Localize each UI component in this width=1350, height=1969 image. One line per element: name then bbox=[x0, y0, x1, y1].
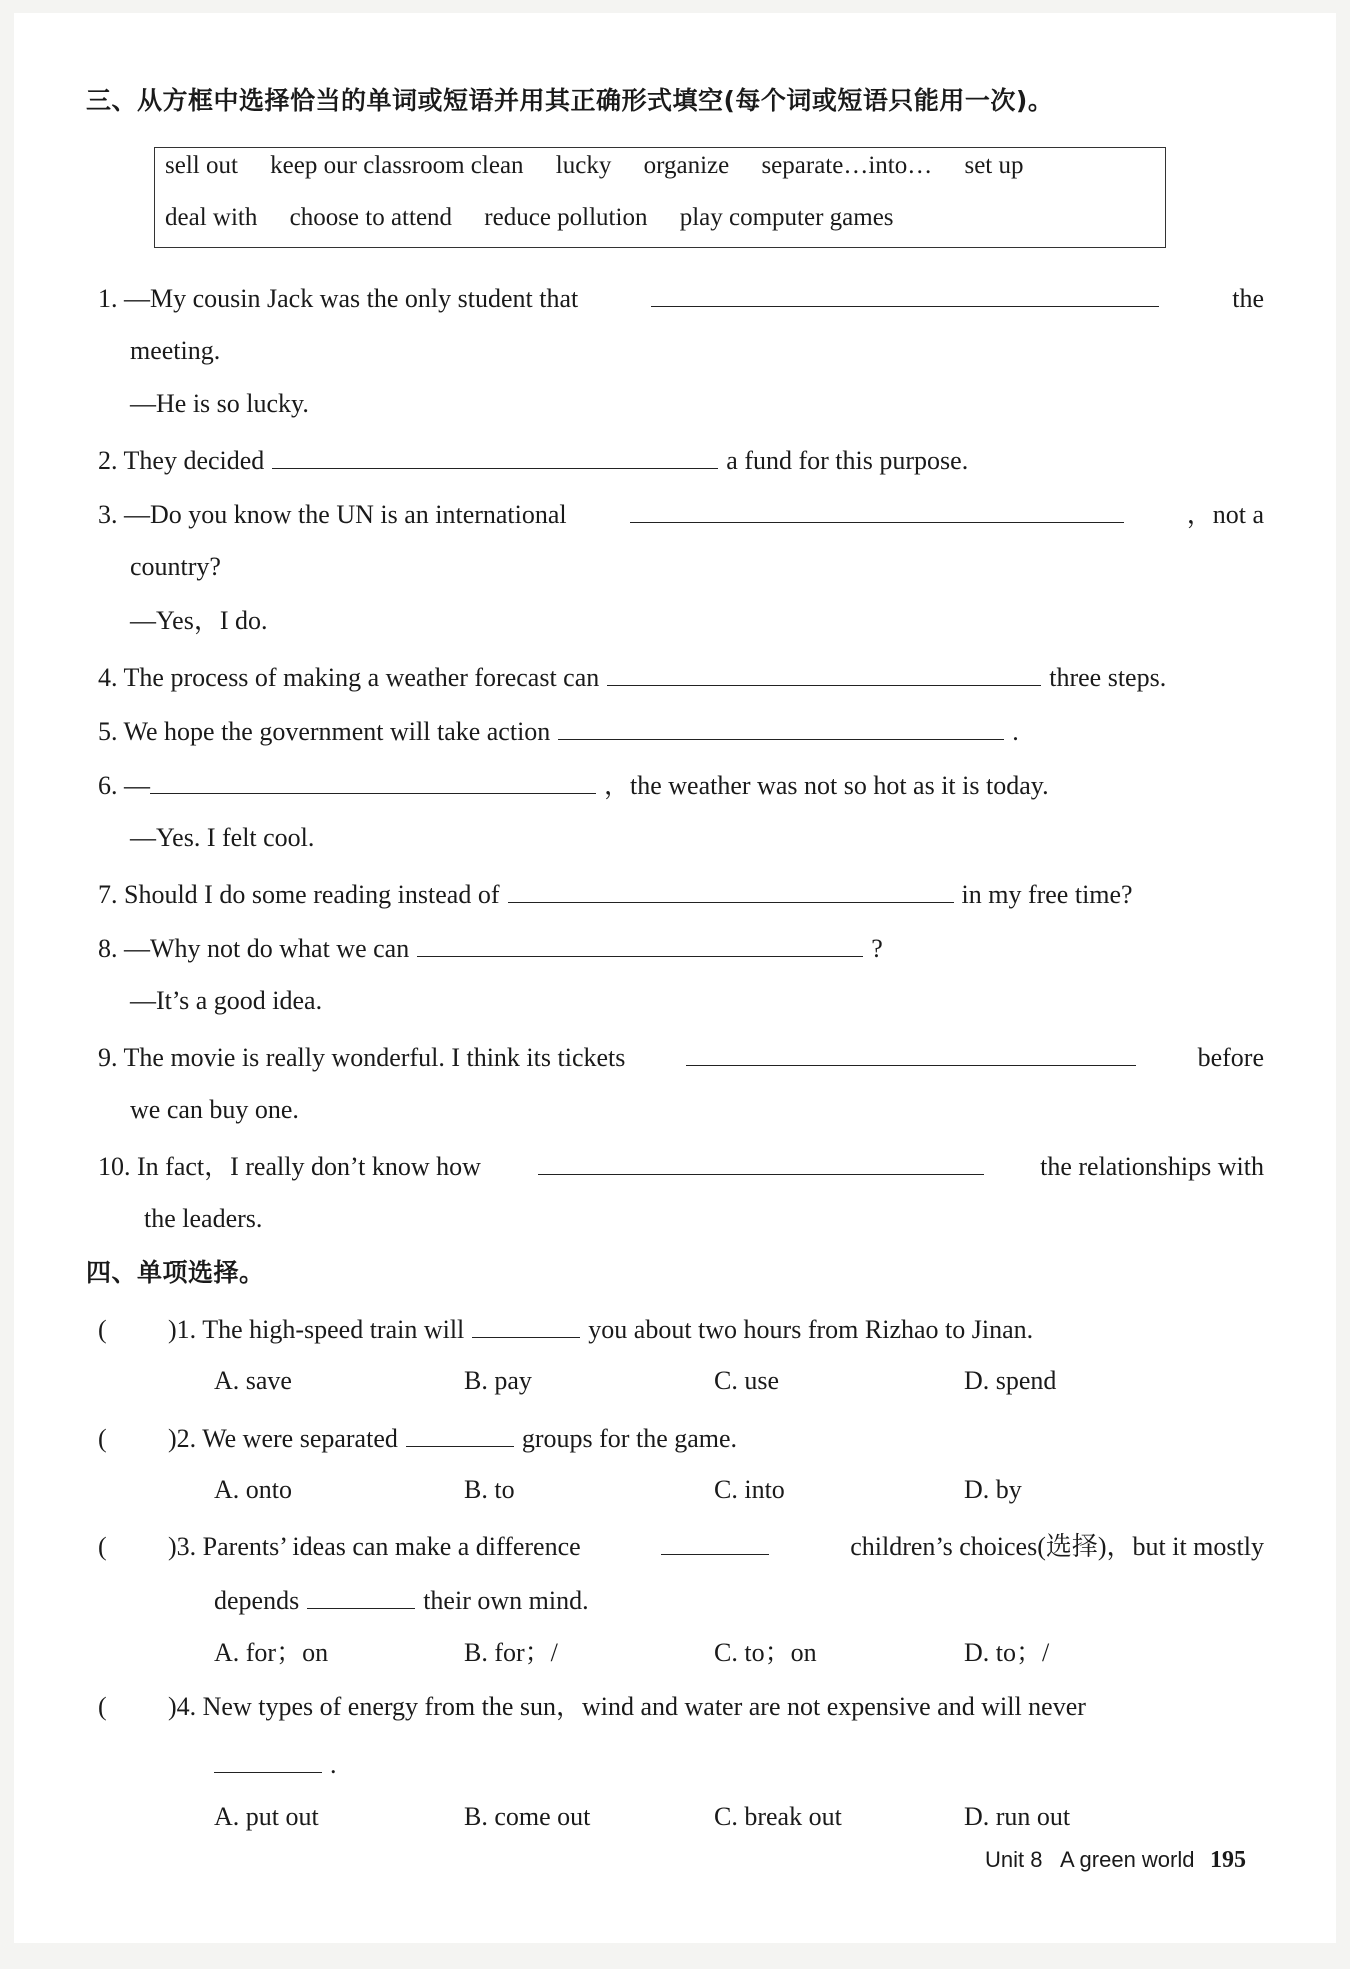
question-continuation bbox=[214, 1578, 589, 1621]
option-b[interactable]: B. to bbox=[464, 1475, 515, 1504]
mc-options-2 bbox=[214, 1470, 1214, 1510]
answer-blank[interactable] bbox=[307, 1578, 415, 1609]
answer-paren[interactable]: ( bbox=[98, 1315, 107, 1344]
question-continuation: the leaders. bbox=[144, 1204, 263, 1233]
answer-paren[interactable]: ( bbox=[98, 1532, 107, 1561]
answer-blank[interactable] bbox=[508, 872, 954, 903]
question-text: the bbox=[1232, 284, 1264, 313]
answer-blank[interactable] bbox=[651, 276, 1159, 307]
answer-blank[interactable] bbox=[538, 1144, 984, 1175]
question-text: three steps. bbox=[1049, 663, 1167, 692]
page-number: 195 bbox=[1210, 1847, 1246, 1873]
question-text: 7. Should I do some reading instead of bbox=[98, 880, 500, 909]
option-a[interactable]: A. put out bbox=[214, 1802, 319, 1831]
fill-question-9 bbox=[98, 1035, 1264, 1075]
answer-paren[interactable]: ( bbox=[98, 1424, 107, 1453]
fill-question-4 bbox=[98, 655, 1264, 695]
option-b[interactable]: B. come out bbox=[464, 1802, 591, 1831]
option-d[interactable]: D. spend bbox=[964, 1366, 1057, 1395]
word-option: organize bbox=[643, 152, 730, 179]
question-text: their own mind. bbox=[423, 1586, 589, 1615]
question-text: in my free time? bbox=[961, 880, 1133, 909]
question-continuation: meeting. bbox=[130, 336, 221, 365]
word-box-row-2 bbox=[165, 204, 920, 232]
answer-blank[interactable] bbox=[272, 438, 718, 469]
question-text: . bbox=[330, 1750, 337, 1779]
word-option: deal with bbox=[165, 204, 258, 231]
option-a[interactable]: A. for；on bbox=[214, 1638, 329, 1667]
answer-blank[interactable] bbox=[406, 1416, 514, 1447]
question-text: groups for the game. bbox=[521, 1424, 738, 1453]
option-d[interactable]: D. run out bbox=[964, 1802, 1071, 1831]
option-a[interactable]: A. save bbox=[214, 1366, 292, 1395]
reply-text: —He is so lucky. bbox=[130, 389, 309, 418]
fill-question-10 bbox=[98, 1144, 1264, 1184]
question-continuation: country? bbox=[130, 552, 221, 581]
question-text: )3. Parents’ ideas can make a difference bbox=[168, 1532, 581, 1561]
question-continuation: we can buy one. bbox=[130, 1095, 299, 1124]
question-text: 3. —Do you know the UN is an international bbox=[98, 500, 567, 529]
fill-question-7 bbox=[98, 872, 1264, 912]
mc-question-3 bbox=[98, 1524, 1264, 1564]
page-footer bbox=[985, 1847, 1246, 1874]
question-text: . bbox=[1012, 717, 1019, 746]
question-text: )4. New types of energy from the sun，wind and water are not expensive and will never bbox=[168, 1692, 1086, 1721]
question-text: before bbox=[1197, 1043, 1264, 1072]
word-box-row-1 bbox=[165, 152, 1050, 180]
option-b[interactable]: B. pay bbox=[464, 1366, 532, 1395]
mc-question-1 bbox=[98, 1307, 1264, 1347]
question-text: )2. We were separated bbox=[168, 1424, 398, 1453]
word-option: keep our classroom clean bbox=[270, 152, 524, 179]
fill-question-6 bbox=[98, 763, 1264, 803]
option-c[interactable]: C. break out bbox=[714, 1802, 842, 1831]
option-c[interactable]: C. into bbox=[714, 1475, 785, 1504]
fill-question-5 bbox=[98, 709, 1264, 749]
mc-question-4 bbox=[98, 1687, 1264, 1727]
word-option: set up bbox=[964, 152, 1024, 179]
option-c[interactable]: C. use bbox=[714, 1366, 779, 1395]
reply-text: —Yes，I do. bbox=[130, 606, 268, 635]
question-text: depends bbox=[214, 1586, 300, 1615]
word-option: sell out bbox=[165, 152, 238, 179]
unit-label: Unit 8 bbox=[984, 1847, 1043, 1872]
question-text: you about two hours from Rizhao to Jinan. bbox=[588, 1315, 1034, 1344]
option-c[interactable]: C. to；on bbox=[714, 1638, 817, 1667]
answer-blank[interactable] bbox=[661, 1524, 769, 1555]
option-d[interactable]: D. to；/ bbox=[964, 1638, 1050, 1667]
question-text: 1. —My cousin Jack was the only student that bbox=[98, 284, 579, 313]
question-text: children’s choices(选择)，but it mostly bbox=[850, 1532, 1264, 1561]
question-text: ，not a bbox=[1186, 500, 1264, 529]
fill-question-8 bbox=[98, 926, 1264, 966]
word-option: separate…into… bbox=[761, 152, 933, 179]
answer-blank[interactable] bbox=[558, 709, 1004, 740]
answer-paren[interactable]: ( bbox=[98, 1692, 107, 1721]
answer-blank[interactable] bbox=[607, 655, 1041, 686]
question-text: 4. The process of making a weather forecast can bbox=[98, 663, 600, 692]
fill-question-3 bbox=[98, 492, 1264, 532]
section-3-title: 三、从方框中选择恰当的单词或短语并用其正确形式填空(每个词或短语只能用一次)。 bbox=[86, 86, 1054, 115]
answer-blank[interactable] bbox=[150, 763, 596, 794]
option-d[interactable]: D. by bbox=[964, 1475, 1022, 1504]
word-option: choose to attend bbox=[289, 204, 453, 231]
word-option: reduce pollution bbox=[484, 204, 648, 231]
question-text: ? bbox=[871, 934, 883, 963]
mc-question-2 bbox=[98, 1416, 1264, 1456]
question-text: 9. The movie is really wonderful. I think its tickets bbox=[98, 1043, 626, 1072]
answer-blank[interactable] bbox=[472, 1307, 580, 1338]
answer-blank[interactable] bbox=[686, 1035, 1136, 1066]
worksheet-page bbox=[14, 13, 1336, 1943]
option-b[interactable]: B. for；/ bbox=[464, 1638, 558, 1667]
question-text: )1. The high-speed train will bbox=[168, 1315, 465, 1344]
fill-question-1 bbox=[98, 276, 1264, 316]
section-4-title: 四、单项选择。 bbox=[86, 1258, 265, 1287]
word-option: lucky bbox=[555, 152, 612, 179]
question-text: a fund for this purpose. bbox=[726, 446, 969, 475]
mc-options-4 bbox=[214, 1797, 1214, 1837]
question-text: the relationships with bbox=[1040, 1152, 1264, 1181]
answer-blank[interactable] bbox=[214, 1742, 322, 1773]
answer-blank[interactable] bbox=[630, 492, 1124, 523]
question-text: 6. — bbox=[98, 771, 150, 800]
mc-options-1 bbox=[214, 1361, 1214, 1401]
question-text: 2. They decided bbox=[98, 446, 265, 475]
reply-text: —It’s a good idea. bbox=[130, 986, 323, 1015]
question-continuation bbox=[214, 1742, 337, 1785]
word-box bbox=[154, 147, 1166, 248]
mc-options-3 bbox=[214, 1633, 1214, 1673]
question-text: 8. —Why not do what we can bbox=[98, 934, 410, 963]
question-text: ，the weather was not so hot as it is today. bbox=[604, 771, 1049, 800]
question-text: 5. We hope the government will take action bbox=[98, 717, 551, 746]
answer-blank[interactable] bbox=[417, 926, 863, 957]
unit-title: A green world bbox=[1059, 1847, 1195, 1872]
fill-question-2 bbox=[98, 438, 1264, 478]
word-option: play computer games bbox=[679, 204, 894, 231]
option-a[interactable]: A. onto bbox=[214, 1475, 292, 1504]
question-text: 10. In fact，I really don’t know how bbox=[98, 1152, 481, 1181]
reply-text: —Yes. I felt cool. bbox=[130, 823, 315, 852]
